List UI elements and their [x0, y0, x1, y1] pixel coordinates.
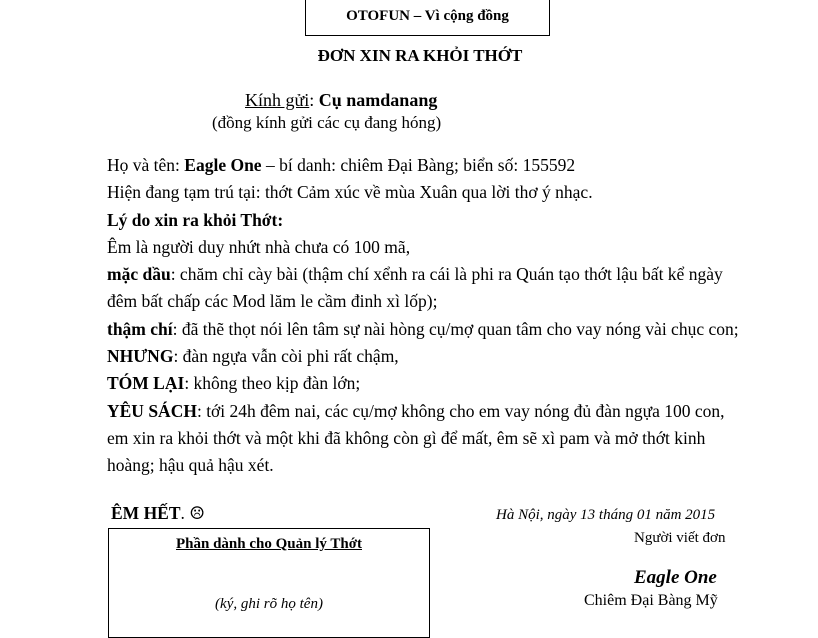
demand-line — [107, 398, 747, 480]
recipient-cc: (đồng kính gửi các cụ đang hóng) — [212, 113, 442, 132]
but-label: NHƯNG — [107, 346, 174, 367]
even-label: thậm chí — [107, 318, 173, 339]
reason-heading-text: Lý do xin ra khỏi Thớt: — [107, 209, 284, 230]
recipient-name: Cụ namdanang — [318, 90, 438, 110]
end-label: ÊM HẾT — [111, 503, 181, 523]
name-value: Eagle One — [184, 155, 262, 175]
end-line — [111, 503, 205, 524]
end-rest: . ☹ — [180, 503, 205, 523]
reason-heading — [107, 207, 747, 234]
but-text: : đàn ngựa vẫn còi phi rất chậm, — [173, 346, 399, 367]
recipient-label: Kính gửi — [245, 90, 310, 110]
summary-line — [107, 370, 747, 397]
writer-title: Chiêm Đại Bàng Mỹ — [584, 592, 718, 609]
demand-label: YÊU SÁCH — [107, 400, 197, 421]
despite-line — [107, 261, 747, 316]
letter-body — [107, 152, 747, 480]
admin-box-title — [109, 536, 429, 553]
but-line — [107, 343, 747, 370]
document-title: ĐƠN XIN RA KHỎI THỚT — [317, 46, 523, 65]
admin-box — [108, 528, 430, 638]
summary-label: TÓM LẠI — [107, 373, 185, 394]
name-rest: – bí danh: chiêm Đại Bàng; biển số: 155592 — [261, 155, 576, 175]
writer-label: Người viết đơn — [634, 530, 726, 546]
signature-date: Hà Nội, ngày 13 tháng 01 năm 2015 — [496, 507, 716, 523]
even-text: : đã thẽ thọt nói lên tâm sự nài hòng cụ/mợ quan tâm cho vay nóng vài chục con; — [172, 318, 739, 339]
admin-box-title-text: Phần dành cho Quản lý Thớt — [175, 536, 363, 552]
even-line — [107, 316, 747, 343]
admin-box-sign-hint: (ký, ghi rõ họ tên) — [215, 596, 323, 612]
recipient-line: Kính gửi: Cụ namdanang — [245, 90, 438, 110]
despite-label: mặc dầu — [107, 264, 171, 285]
summary-text: : không theo kịp đàn lớn; — [184, 373, 361, 394]
despite-text: : chăm chỉ cày bài (thậm chí xểnh ra cái là phi ra Quán tạo thớt lậu bất kể ngày đêm bất chấp các Mod lăm le cầm đinh xì lốp); — [107, 264, 723, 312]
writer-name: Eagle One — [634, 567, 717, 588]
document-header: OTOFUN – Vì cộng đồng — [305, 0, 550, 36]
demand-text: : tới 24h đêm nai, các cụ/mợ không cho em vay nóng đủ đàn ngựa 100 con, em xin ra khỏi thớt và một khi đã không còn gì để mất, êm sẽ xì pam và mở thớt kinh hoàng; hậu quả hậu xét. — [107, 400, 725, 476]
residence-line: Hiện đang tạm trú tại: thớt Cảm xúc về mùa Xuân qua lời thơ ý nhạc. — [107, 182, 593, 203]
name-label: Họ và tên: — [107, 155, 185, 175]
name-line — [107, 152, 747, 179]
reason-line-1: Êm là người duy nhứt nhà chưa có 100 mã, — [107, 236, 411, 257]
